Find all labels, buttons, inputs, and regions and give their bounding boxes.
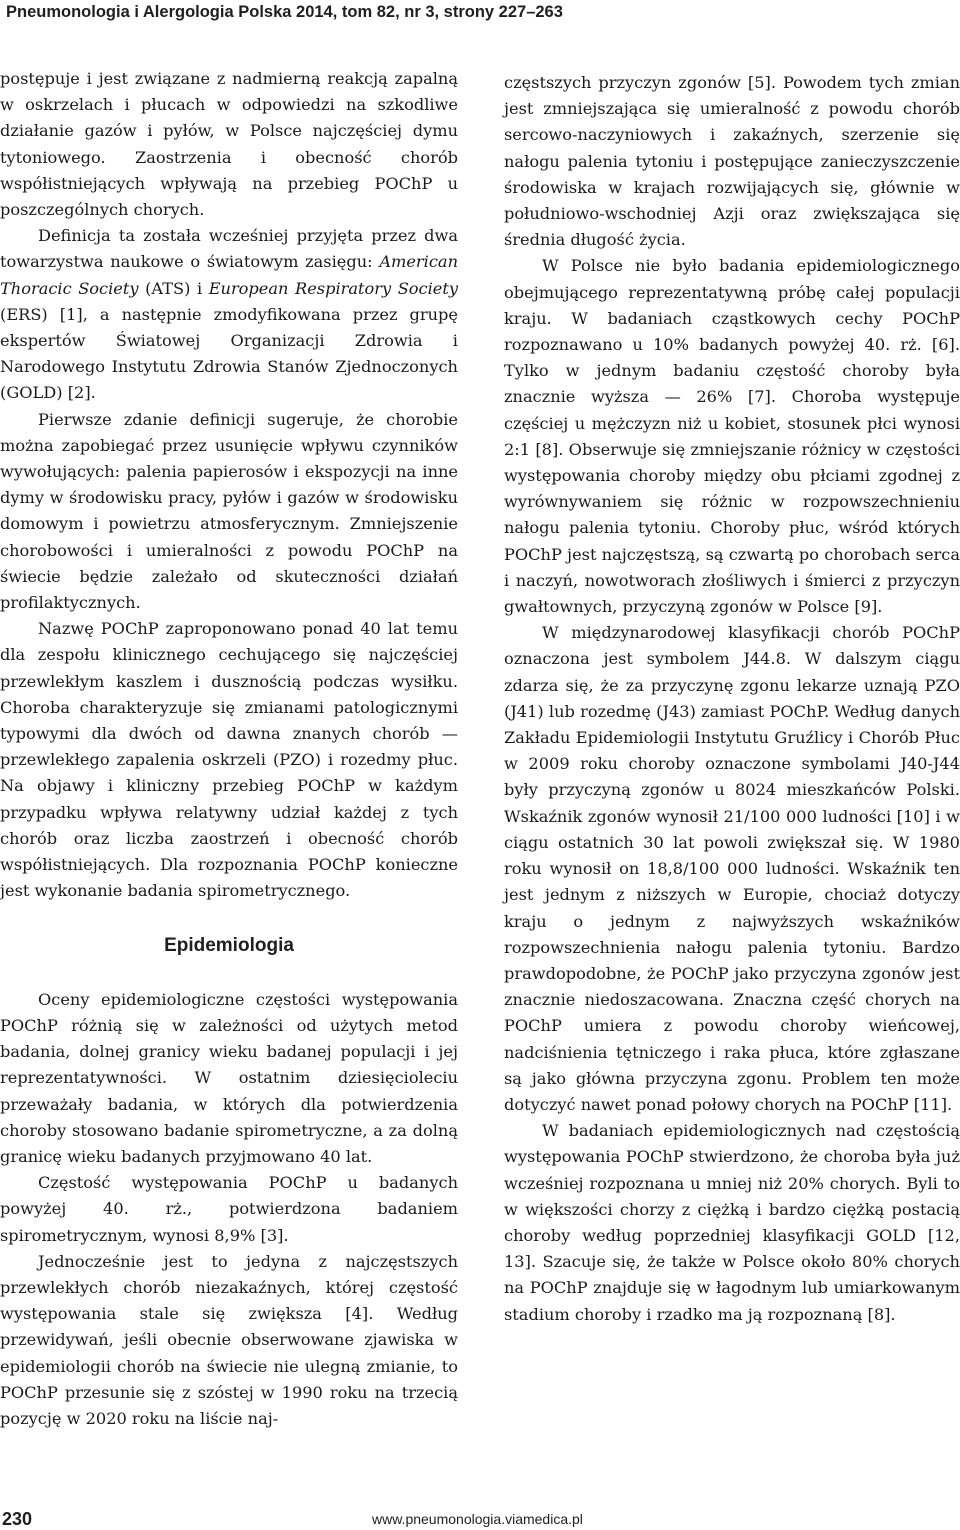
journal-citation: Pneumonologia i Alergologia Polska 2014, tom 82, nr 3, strony 227–263	[6, 3, 563, 21]
paragraph: W Polsce nie było badania epidemiologicznego obejmującego reprezentatywną próbę całej populacji kraju. W badaniach cząstkowych cechy POChP rozpoznawano u 10% badanych powyżej 40. rż. [6]. Tylko w jednym badaniu częstość choroby była znacznie wyższa — 26% [7]. Choroba występuje częściej u mężczyzn niż u kobiet, stosunek płci wynosi 2:1 [8]. Obserwuje się zmniejszanie różnicy w częstości występowania choroby między obu płciami zgodnej z wyrównywaniem się różnic w rozpowszechnieniu nałogu palenia tytoniu. Choroby płuc, wśród których POChP jest najczęstszą, są czwartą po chorobach serca i naczyń, nowotworach złośliwych i śmierci z przyczyn gwałtownych, przyczyną zgonów w Polsce [9].	[504, 256, 960, 617]
paragraph: W badaniach epidemiologicznych nad częstością występowania POChP stwierdzono, że choroba była już wcześniej rozpoznana u mniej niż 20% chorych. Byli to w większości chorzy z ciężką i bardzo ciężką postacią choroby według poprzedniej klasyfikacji GOLD [12, 13]. Szacuje się, że także w Polsce około 80% chorych na POChP znajduje się w łagodnym lub umiarkowanym stadium choroby i rzadko ma ją rozpoznaną [8].	[504, 1121, 960, 1324]
paragraph: Częstość występowania POChP u badanych powyżej 40. rż., potwierdzona badaniem spirometrycznym, wynosi 8,9% [3].	[0, 1173, 458, 1245]
ats-name: American Thoracic Society	[0, 252, 458, 298]
page-number: 230	[2, 1509, 33, 1529]
paragraph: W międzynarodowej klasyfikacji chorób POChP oznaczona jest symbolem J44.8. W dalszym ciągu zdarza się, że za przyczynę zgonu lekarze uznają PZO (J41) lub rozedmę (J43) zamiast POChP. Według danych Zakładu Epidemiologii Instytutu Gruźlicy i Chorób Płuc w 2009 roku choroby oznaczone symbolami J40-J44 były przyczyną zgonów u 8024 mieszkańców Polski. Wskaźnik zgonów wynosił 21/100 000 ludności [10] i w ciągu ostatnich 30 lat powoli zwiększał się. W 1980 roku wynosił on 18,8/100 000 ludności. Wskaźnik ten jest jednym z niższych w Europie, chociaż dotyczy kraju o jednym z najwyższych wskaźników rozpowszechnienia nałogu palenia tytoniu. Bardzo prawdopodobne, że POChP jako przyczyna zgonów jest znacznie niedoszacowana. Znaczna część chorych na POChP umiera z powodu choroby wieńcowej, nadciśnienia tętniczego i raka płuca, które zgłaszane są jako główna przyczyna zgonu. Problem ten może dotyczyć nawet ponad połowy chorych na POChP [11].	[504, 623, 960, 1114]
ers-name: European Respiratory Society	[208, 278, 459, 298]
text-run: (ATS) i	[138, 278, 209, 298]
page-footer	[0, 1503, 960, 1530]
paragraph: częstszych przyczyn zgonów [5]. Powodem tych zmian jest zmniejszająca się umieralność z powodu chorób sercowo-naczyniowych i zakaźnych, szerzenie się nałogu palenia tytoniu i postępujące zanieczyszczenie środowiska w krajach rozwijających się, głównie w południowo-wschodniej Azji oraz zwiększająca się średnia długość życia.	[504, 73, 960, 250]
text-run: (ERS) [1], a następnie zmodyfikowana przez grupę ekspertów Światowej Organizacji Zdrowia i Narodowego Instytutu Zdrowia Stanów Zjednoczonych (GOLD) [2].	[0, 304, 458, 403]
section-heading: Epidemiologia	[164, 934, 294, 956]
text-run: Definicja ta została wcześniej przyjęta przez dwa towarzystwa naukowe o światowym zasięgu:	[0, 226, 458, 272]
journal-header	[0, 0, 960, 31]
right-column	[504, 70, 960, 1328]
paragraph: Pierwsze zdanie definicji sugeruje, że chorobie można zapobiegać przez usunięcie wpływu czynników wywołujących: palenia papierosów i ekspozycji na inne dymy w środowisku pracy, pyłów i gazów w środowisku domowym i powietrzu atmosferycznym. Zmniejszenie chorobowości i umieralności z powodu POChP na świecie będzie zależało od skuteczności działań profilaktycznych.	[0, 409, 458, 613]
left-column	[0, 66, 458, 1432]
footer-url[interactable]: www.pneumonologia.viamedica.pl	[372, 1511, 583, 1527]
paragraph: Oceny epidemiologiczne częstości występowania POChP różnią się w zależności od użytych metod badania, dolnej granicy wieku badanej populacji i jej reprezentatywności. W ostatnim dziesięcioleciu przeważały badania, w których dla potwierdzenia choroby stosowano badanie spirometryczne, a za dolną granicę wieku badanych przyjmowano 40 lat.	[0, 989, 458, 1166]
paragraph-definition	[0, 223, 458, 406]
paragraph: Nazwę POChP zaproponowano ponad 40 lat temu dla zespołu klinicznego cechującego się najczęściej przewlekłym kaszlem i dusznością podczas wysiłku. Choroba charakteryzuje się zmianami patologicznymi typowymi dla dwóch od dawna znanych chorób — przewlekłego zapalenia oskrzeli (PZO) i rozedmy płuc. Na objawy i kliniczny przebieg POChP w każdym przypadku wpływa relatywny udział każdej z tych chorób oraz liczba zaostrzeń i obecność chorób współistniejących. Dla rozpoznania POChP konieczne jest wykonanie badania spirometrycznego.	[0, 619, 458, 901]
paragraph: Jednocześnie jest to jedyna z najczęstszych przewlekłych chorób niezakaźnych, której częstość występowania stale się zwiększa [4]. Według przewidywań, jeśli obecnie obserwowane zjawiska w epidemiologii chorób na świecie nie ulegną zmianie, to POChP przesunie się z szóstej w 1990 roku na trzecią pozycję w 2020 roku na liście naj-	[0, 1251, 458, 1428]
paragraph: postępuje i jest związane z nadmierną reakcją zapalną w oskrzelach i płucach w odpowiedzi na szkodliwe działanie gazów i pyłów, w Polsce najczęściej dymu tytoniowego. Zaostrzenia i obecność chorób współistniejących wpływają na przebieg POChP u poszczególnych chorych.	[0, 69, 458, 220]
